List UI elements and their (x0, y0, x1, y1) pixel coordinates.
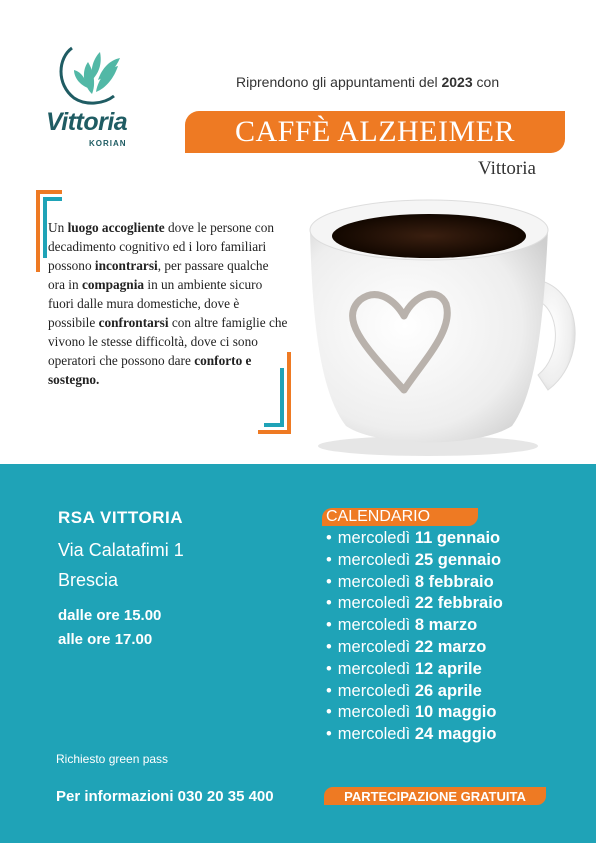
calendar-date: 8 febbraio (414, 572, 494, 591)
address-city: Brescia (58, 570, 119, 590)
calendar-date: 26 aprile (414, 681, 482, 700)
calendar-date: 22 marzo (414, 637, 487, 656)
bullet-dot-icon: • (326, 725, 332, 744)
calendar-date: 22 febbraio (414, 594, 503, 613)
calendar-day: mercoledì (337, 681, 411, 700)
calendar-item (326, 637, 503, 659)
description-bold: incontrarsi (94, 258, 158, 273)
description-bold: luogo accogliente (67, 220, 165, 235)
bullet-dot-icon: • (326, 659, 332, 678)
green-pass-note: Richiesto green pass (56, 752, 169, 766)
calendar-item (326, 702, 503, 724)
intro-suffix: con (472, 74, 500, 90)
hours-to: alle ore 17.00 (58, 631, 153, 648)
calendar-item (326, 593, 503, 615)
address-street: Via Calatafimi 1 (58, 540, 184, 560)
calendar-item (326, 550, 503, 572)
calendar-item (326, 724, 503, 746)
calendar-day: mercoledì (337, 529, 411, 547)
intro-line (236, 74, 499, 90)
bullet-dot-icon: • (326, 594, 332, 613)
bullet-dot-icon: • (326, 681, 332, 700)
hours-from: dalle ore 15.00 (58, 607, 162, 624)
description-bold: confrontarsi (98, 315, 169, 330)
calendar-item (326, 572, 503, 594)
calendar-day: mercoledì (337, 616, 411, 635)
intro-prefix: Riprendono gli appuntamenti del (236, 74, 442, 90)
info-phone: Per informazioni 030 20 35 400 (56, 788, 274, 805)
description-text: dove le persone con decadimento cognitivo ed i loro familiari possono (48, 220, 274, 273)
description-text: , per passare qualche ora in (48, 258, 269, 292)
calendar-day: mercoledì (337, 550, 411, 569)
hours (58, 604, 161, 652)
coffee-cup-heart-image (298, 190, 588, 460)
bullet-dot-icon: • (326, 529, 332, 547)
free-participation-text: PARTECIPAZIONE GRATUITA (344, 788, 526, 804)
calendar-date: 8 marzo (414, 616, 478, 635)
bracket-bottom-right (256, 350, 292, 434)
calendar-date: 11 gennaio (414, 529, 501, 547)
address (58, 535, 184, 595)
calendar-day: mercoledì (337, 572, 411, 591)
description-text: in un ambiente sicuro fuori dalle mura domestiche, dove è possibile (48, 277, 263, 330)
calendar-date: 24 maggio (414, 725, 497, 744)
description-bold: compagnia (81, 277, 145, 292)
brand-sub: KORIAN (89, 139, 127, 148)
location-name: RSA VITTORIA (58, 508, 184, 527)
intro-year: 2023 (441, 74, 473, 90)
description-text: con altre famiglie che vivono le stesse difficoltà, dove ci sono operatori che possono dare (48, 315, 288, 368)
description-bold: conforto e sostegno. (48, 353, 252, 387)
calendar-item (326, 659, 503, 681)
free-participation-badge (324, 787, 546, 805)
description-text: Un (48, 220, 68, 235)
calendar-day: mercoledì (337, 637, 411, 656)
leaf-logo-icon (52, 40, 142, 110)
bullet-dot-icon: • (326, 637, 332, 656)
calendar-day: mercoledì (337, 725, 411, 744)
page-title: CAFFÈ ALZHEIMER (234, 115, 516, 148)
calendar-list (326, 528, 503, 746)
calendar-item (326, 681, 503, 703)
calendar-item (326, 528, 503, 550)
title-banner (185, 111, 565, 153)
calendar-item (326, 615, 503, 637)
description (48, 218, 288, 389)
brand-name: Vittoria (46, 108, 128, 136)
calendar-date: 12 aprile (414, 659, 482, 678)
page-subtitle: Vittoria (478, 158, 536, 179)
bullet-dot-icon: • (326, 572, 332, 591)
bullet-dot-icon: • (326, 550, 332, 569)
calendar-day: mercoledì (337, 703, 411, 722)
calendar-day: mercoledì (337, 659, 411, 678)
calendar-date: 25 gennaio (414, 550, 502, 569)
bullet-dot-icon: • (326, 616, 332, 635)
calendar-day: mercoledì (337, 594, 411, 613)
calendar-label (322, 508, 478, 526)
calendar-label-text: CALENDARIO (326, 508, 431, 525)
calendar-date: 10 maggio (414, 703, 497, 722)
bullet-dot-icon: • (326, 703, 332, 722)
